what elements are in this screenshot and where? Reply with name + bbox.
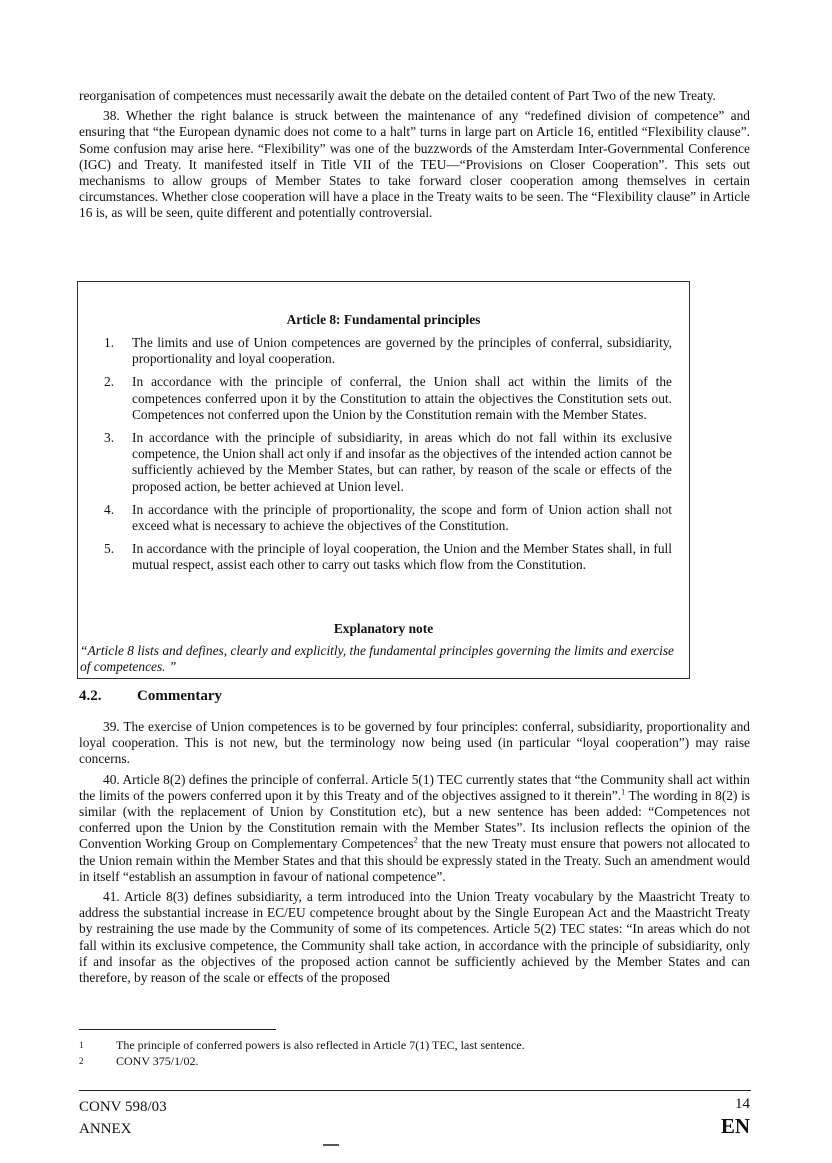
article-title: Article 8: Fundamental principles — [286, 312, 481, 327]
footnote-mark: 1 — [79, 1040, 84, 1050]
footer-reference — [79, 1096, 167, 1140]
article-item-number: 1. — [104, 335, 115, 350]
section-title: Commentary — [137, 688, 222, 704]
explanatory-note-text: “Article 8 lists and defines, clearly and explicitly, the fundamental principles governing the limits and exercise of competences. ” — [80, 643, 674, 675]
footnote-mark: 2 — [79, 1056, 84, 1066]
section-number: 4.2. — [79, 688, 102, 704]
footer-doc-ref: CONV 598/03 — [79, 1099, 167, 1115]
article-list — [104, 335, 672, 581]
article-item-number: 2. — [104, 374, 115, 390]
paragraph-39: 39. The exercise of Union competences is to be governed by four principles: conferral, subsidiarity, proportionality and loyal cooperation. This is not new, but the terminology now being used (in particular “loyal cooperation”) may raise concerns. — [79, 719, 750, 767]
article-item-text: The limits and use of Union competences are governed by the principles of conferral, subsidiarity, proportionality and loyal cooperation. — [132, 335, 672, 367]
footnote-2 — [79, 1054, 198, 1069]
article-item-text: In accordance with the principle of conferral, the Union shall act within the limits of the competences conferred upon it by the Constitution to attain the objectives the Constitution sets out. Competences not conferred upon the Union by the Constitution remain with the Member States. — [132, 374, 672, 422]
footer-annex: ANNEX — [79, 1121, 132, 1137]
section-heading — [79, 688, 222, 705]
footnote-text: CONV 375/1/02. — [116, 1054, 199, 1068]
paragraph-40-part-b: The wording in 8(2) is similar (with the replacement of Union by Constitution etc), but a new sentence has been added: “Competences not conferred upon the Union by the Constitution remain with the Member States”. Its inclusion reflects the opinion of the Convention Working Group on Complementary Competences — [79, 787, 751, 852]
language-code: EN — [720, 1114, 750, 1138]
paragraph-40-part-a: 40. Article 8(2) defines the principle of conferral. Article 5(1) TEC currently states that “the Community shall act within the limits of the powers conferred upon it by this Treaty and of the objectives assigned to it therein”. — [79, 771, 750, 803]
paragraph-40 — [79, 772, 750, 885]
article-item-number: 4. — [104, 501, 115, 517]
article-item — [104, 374, 672, 423]
footnote-text: The principle of conferred powers is also reflected in Article 7(1) TEC, last sentence. — [116, 1038, 525, 1052]
article-item-number: 3. — [104, 430, 115, 446]
article-item — [104, 430, 672, 495]
intro-block — [79, 88, 750, 222]
paragraph-41: 41. Article 8(3) defines subsidiarity, a term introduced into the Union Treaty vocabulary by the Maastricht Treaty to address the substantial increase in EC/EU competence brought about by the Single European Act and the Maastricht Treaty by restraining the use made by the Community of some of its competences. Article 5(2) TEC states: “In areas which do not fall within its exclusive competence, the Community shall take action, in accordance with the principle of subsidiarity, only if and insofar as the objectives of the proposed action cannot be sufficiently achieved by the Member States and can therefore, by reason of the scale or effects of the proposed — [79, 889, 750, 986]
article-8-box — [77, 281, 690, 679]
footnote-1 — [79, 1038, 525, 1053]
page-number: 14 — [735, 1096, 750, 1112]
article-item-number: 5. — [104, 541, 115, 557]
footnote-separator — [79, 1029, 276, 1030]
footnote-ref-1[interactable]: 1 — [621, 787, 626, 797]
footnote-ref-2[interactable]: 2 — [413, 835, 418, 845]
article-item — [104, 502, 672, 534]
continuation-paragraph: reorganisation of competences must necessarily await the debate on the detailed content of Part Two of the new Treaty. — [79, 88, 716, 103]
footer-separator — [79, 1090, 751, 1091]
article-item-text: In accordance with the principle of proportionality, the scope and form of Union action shall not exceed what is necessary to achieve the objectives of the Constitution. — [132, 501, 672, 534]
paragraph-40-part-c: that the new Treaty must ensure that powers not allocated to the Union remain within the Member States and that this should be expressly stated in the Treaty. Such an amendment would in itself “establish an assumption in favour of national competence”. — [79, 836, 751, 884]
scan-mark — [323, 1144, 339, 1146]
article-item — [104, 335, 672, 367]
article-item-text: In accordance with the principle of subsidiarity, in areas which do not fall within its exclusive competence, the Union shall act only if and insofar as the objectives of the intended action cannot be sufficiently achieved by the Member States, but can rather, by reason of the scale or effects of the proposed action, be better achieved at Union level. — [132, 430, 672, 494]
paragraph-38: 38. Whether the right balance is struck between the maintenance of any “redefined division of competence” and ensuring that “the European dynamic does not come to a halt” turns in large part on Article 16, entitled “Flexibility clause”. Some confusion may arise here. “Flexibility” was one of the buzzwords of the Amsterdam Inter-Governmental Conference (IGC) and Treaty. It manifested itself in Title VII of the TEU—“Provisions on Closer Cooperation”. This sets out mechanisms to allow groups of Member States to take forward closer cooperation among themselves in certain circumstances. Whether close cooperation will have a place in the Treaty waits to be seen. The “Flexibility clause” in Article 16 is, as will be seen, quite different and potentially controversial. — [79, 108, 750, 221]
article-item — [104, 541, 672, 573]
commentary-block — [79, 719, 750, 986]
explanatory-note-title: Explanatory note — [333, 621, 434, 636]
article-item-text: In accordance with the principle of loyal cooperation, the Union and the Member States shall, in full mutual respect, assist each other to carry out tasks which flow from the Constitution. — [132, 541, 672, 573]
